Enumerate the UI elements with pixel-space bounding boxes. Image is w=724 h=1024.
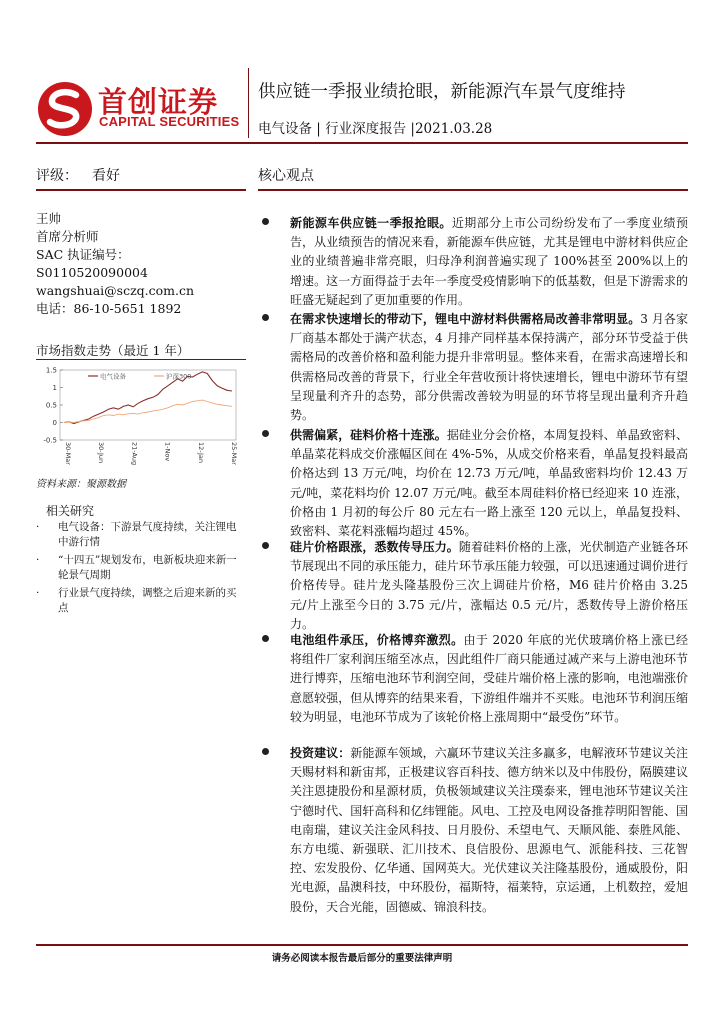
core-view-body: 近期部分上市公司纷纷发布了一季度业绩预告，从业绩预告的情况来看，新能源车供应链，尤其是锂电中游材料供应企业的业绩普遍非常亮眼，归母净利润普遍实现了 100%甚至 200%以上的增速。这一方面得益于去年一季度受疫情影响下的低基数，但是下游需求的旺盛无疑起到了更加重要的作用。 [290, 216, 688, 307]
bullet-icon [262, 430, 269, 437]
related-research-list [36, 520, 246, 619]
bullet-icon [262, 542, 269, 549]
core-view-body: 随着硅料价格的上涨，光伏制造产业链各环节展现出不同的承压能力，硅片环节承压能力较强，可以迅速通过调价进行价格传导。硅片龙头隆基股份三次上调硅片价格，M6 硅片价格由 3.25 元/片上涨至今日的 3.75 元/片，涨幅达 0.5 元/片，悉数传导上游价格压力。 [290, 540, 688, 631]
section-rule-left [36, 189, 246, 191]
bullet-dot: · [36, 521, 40, 533]
y-tick-label: 0.5 [45, 401, 57, 410]
analyst-email[interactable]: wangshuai@sczq.com.cn [36, 283, 195, 298]
core-view-body: 由于 2020 年底的光伏玻璃价格上涨已经将组件厂家利润压缩至冰点，因此组件厂商只能通过减产来与上游电池环节进行博弈，压缩电池环节利润空间，受硅片端价格上涨的影响，电池端涨价意愿较强，但从博弈的结果来看，下游组件端并不买账。电池环节利润压缩较为明显，电池环节成为了该轮价格上涨周期中“最受伤”环节。 [290, 633, 688, 724]
core-view-body: 3 月各家厂商基本都处于满产状态，4 月排产同样基本保持满产，部分环节受益于供需格局的改善价格和盈利能力提升非常明显。整体来看，在需求高速增长和供需格局改善的背景下，行业全年营收预计将快速增长，锂电中游环节有望呈现量利齐升的态势，部分供需改善较为明显的环节将呈现出量利齐升趋势。 [290, 312, 688, 423]
chart-source: 资料来源：聚源数据 [36, 479, 126, 490]
analyst-role: 首席分析师 [36, 229, 99, 244]
core-view-body: 据硅业分会价格，本周复投料、单晶致密料、单晶菜花料成交价涨幅区间在 4%-5%，从成交价格来看，单晶复投料最高价格达到 13 万元/吨，均价在 12.73 万元/吨，单晶致密料均价 12.43 万元/吨，菜花料均价 12.07 万元/吨。截至本周硅料价格已经迎来 10 连涨，价格由 1 月初的每公斤 80 元左右一路上涨至 120 元以上，单晶复投料、致密料、菜花料涨幅均超过 45%。 [290, 428, 688, 539]
bullet-dot: · [36, 554, 40, 566]
core-view-heading: 新能源车供应链一季报抢眼。 [290, 216, 452, 230]
chart-title: 市场指数走势（最近 1 年） [36, 343, 190, 358]
core-view-heading: 投资建议： [290, 746, 351, 760]
core-views-heading: 核心观点 [258, 168, 314, 184]
x-tick-label: 1-Nov [163, 442, 172, 462]
legend-label: 电气设备 [100, 372, 126, 381]
x-tick-label: 21-Aug [130, 442, 139, 466]
logo-text-en: CAPITAL SECURITIES [99, 114, 240, 129]
section-rule-right [258, 189, 688, 191]
related-research-heading: 相关研究 [46, 504, 95, 518]
bullet-icon [262, 218, 269, 225]
bullet-icon [262, 748, 269, 755]
analyst-name: 王帅 [36, 211, 62, 226]
legend-label: 沪深300 [166, 372, 192, 381]
related-item-text: “十四五”规划发布，电新板块迎来新一轮景气周期 [58, 554, 237, 581]
report-meta: 电气设备 | 行业深度报告 |2021.03.28 [258, 121, 493, 137]
company-logo-icon [36, 80, 94, 138]
core-view-heading: 供需偏紧，硅料价格十连涨。 [290, 428, 447, 442]
header-divider [248, 68, 249, 138]
related-item-text: 电气设备：下游景气度持续，关注锂电中游行情 [58, 521, 237, 548]
market-index-chart [36, 362, 246, 474]
related-item[interactable] [36, 586, 246, 615]
core-view-heading: 在需求快速增长的带动下，锂电中游材料供需格局改善非常明显。 [290, 312, 641, 326]
logo-text-cn: 首创证券 [98, 85, 219, 119]
core-view-heading: 硅片价格跟涨，悉数传导压力。 [290, 540, 459, 554]
x-tick-label: 30-Jun [97, 442, 106, 464]
core-view-heading: 电池组件承压，价格博弈激烈。 [290, 633, 464, 647]
header-rule [36, 142, 688, 144]
y-tick-label: -0.5 [43, 436, 57, 445]
chart-rule [36, 359, 246, 360]
analyst-phone: 电话：86-10-5651 1892 [36, 301, 182, 316]
analyst-info [36, 210, 194, 318]
bullet-icon [262, 635, 269, 642]
y-tick-label: 1 [52, 384, 57, 392]
x-tick-label: 30-Mar [64, 442, 72, 465]
series-line [64, 372, 232, 424]
rating [36, 165, 120, 185]
analyst-sac-label: SAC 执证编号： [36, 247, 130, 262]
bullet-icon [262, 314, 269, 321]
related-item-text: 行业景气度持续，调整之后迎来新的买点 [58, 587, 237, 614]
x-tick-label: 25-Mar [230, 442, 238, 465]
legal-disclaimer-notice: 请务必阅读本报告最后部分的重要法律声明 [271, 953, 453, 964]
y-tick-label: 0 [52, 419, 57, 427]
analyst-sac-number: S0110520090004 [36, 265, 148, 280]
x-tick-label: 12-Jan [196, 442, 205, 463]
bullet-dot: · [36, 587, 40, 599]
y-tick-label: 1.5 [45, 366, 57, 375]
rating-label: 评级： [36, 168, 78, 184]
related-item[interactable] [36, 553, 246, 582]
related-item[interactable] [36, 520, 246, 549]
chart-plot-frame [60, 370, 236, 440]
core-view-body: 新能源车领域，六赢环节建议关注多赢多，电解液环节建议关注天赐材料和新宙邦，正极建议容百科技、德方纳米以及中伟股份，隔膜建议关注恩捷股份和星源材质，负极领域建议关注璞泰来，锂电池环节建议关注宁德时代、国轩高科和亿纬锂能。风电、工控及电网设备推荐明阳智能、国电南瑞，建议关注金风科技、日月股份、禾望电气、天顺风能、泰胜风能、东方电缆、新强联、汇川技术、良信股份、思源电气、派能科技、三花智控、宏发股份、亿华通、国网英大。光伏建议关注隆基股份，通威股份，阳光电源，晶澳科技，中环股份，福斯特，福莱特，京运通，上机数控，爱旭股份，天合光能，固德威、锦浪科技。 [290, 746, 688, 914]
rating-value: 看好 [92, 168, 120, 184]
report-title: 供应链一季报业绩抢眼，新能源汽车景气度维持 [258, 82, 626, 102]
footer-rule [36, 944, 688, 946]
